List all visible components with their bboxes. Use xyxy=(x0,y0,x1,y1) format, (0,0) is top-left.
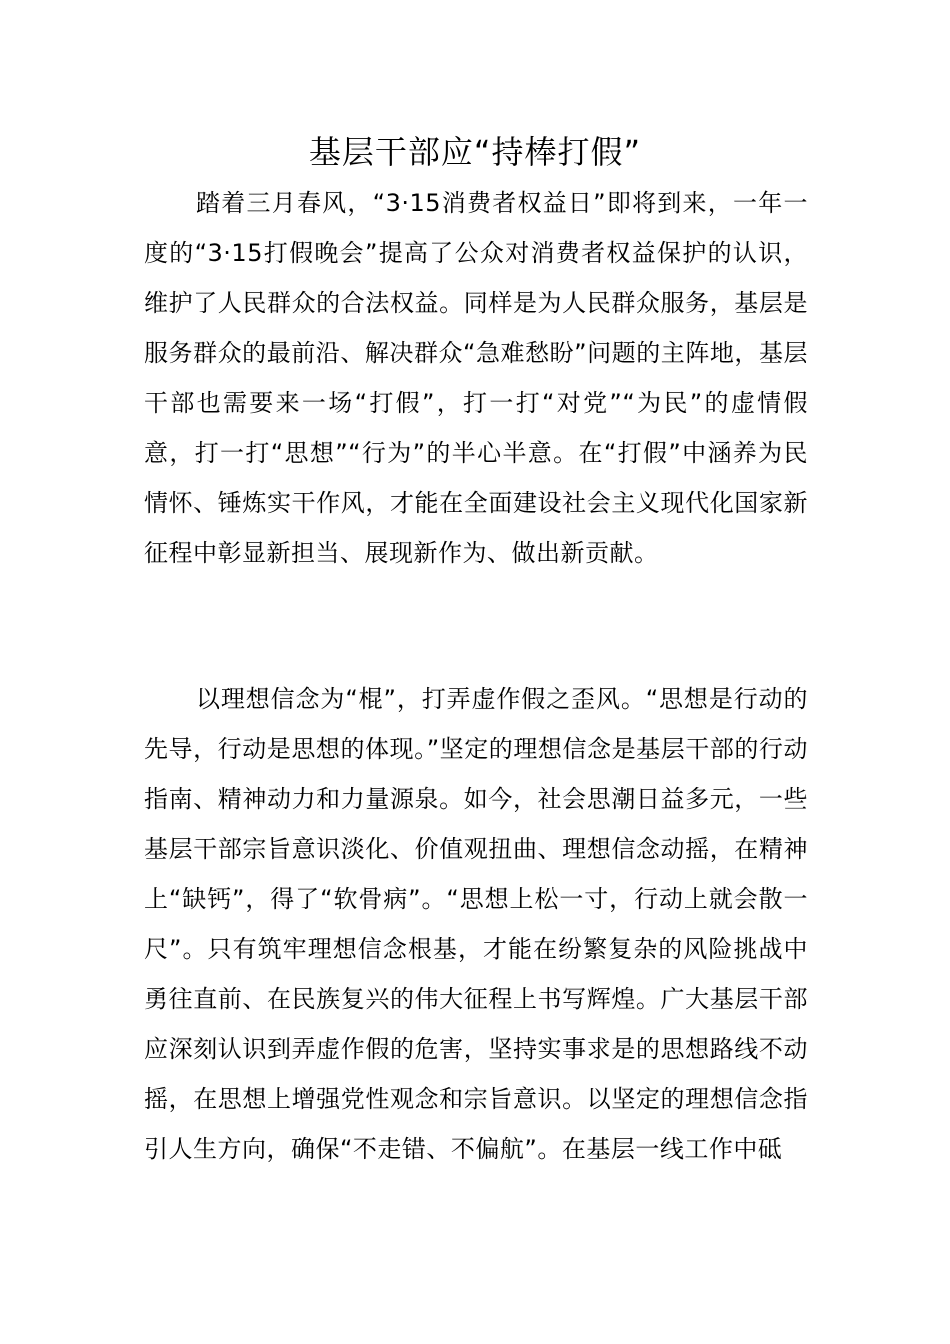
paragraph-ideals: 以理想信念为“棍”，打弄虚作假之歪风。“思想是行动的先导，行动是思想的体现。”坚定的理想信念是基层干部的行动指南、精神动力和力量源泉。如今，社会思潮日益多元，一些基层干部宗旨意识淡化、价值观扭曲、理想信念动摇，在精神上“缺钙”，得了“软骨病”。“思想上松一寸，行动上就会散一尺”。只有筑牢理想信念根基，才能在纷繁复杂的风险挑战中勇往直前、在民族复兴的伟大征程上书写辉煌。广大基层干部应深刻认识到弄虚作假的危害，坚持实事求是的思想路线不动摇，在思想上增强党性观念和宗旨意识。以坚定的理想信念指引人生方向，确保“不走错、不偏航”。在基层一线工作中砥 xyxy=(144,685,808,1163)
document-title: 基层干部应“持棒打假” xyxy=(308,133,642,171)
paragraph-intro: 踏着三月春风，“3·15消费者权益日”即将到来，一年一度的“3·15打假晚会”提高了公众对消费者权益保护的认识，维护了人民群众的合法权益。同样是为人民群众服务，基层是服务群众的最前沿、解决群众“急难愁盼”问题的主阵地，基层干部也需要来一场“打假”，打一打“对党”“为民”的虚情假意，打一打“思想”“行为”的半心半意。在“打假”中涵养为民情怀、锤炼实干作风，才能在全面建设社会主义现代化国家新征程中彰显新担当、展现新作为、做出新贡献。 xyxy=(144,189,808,567)
